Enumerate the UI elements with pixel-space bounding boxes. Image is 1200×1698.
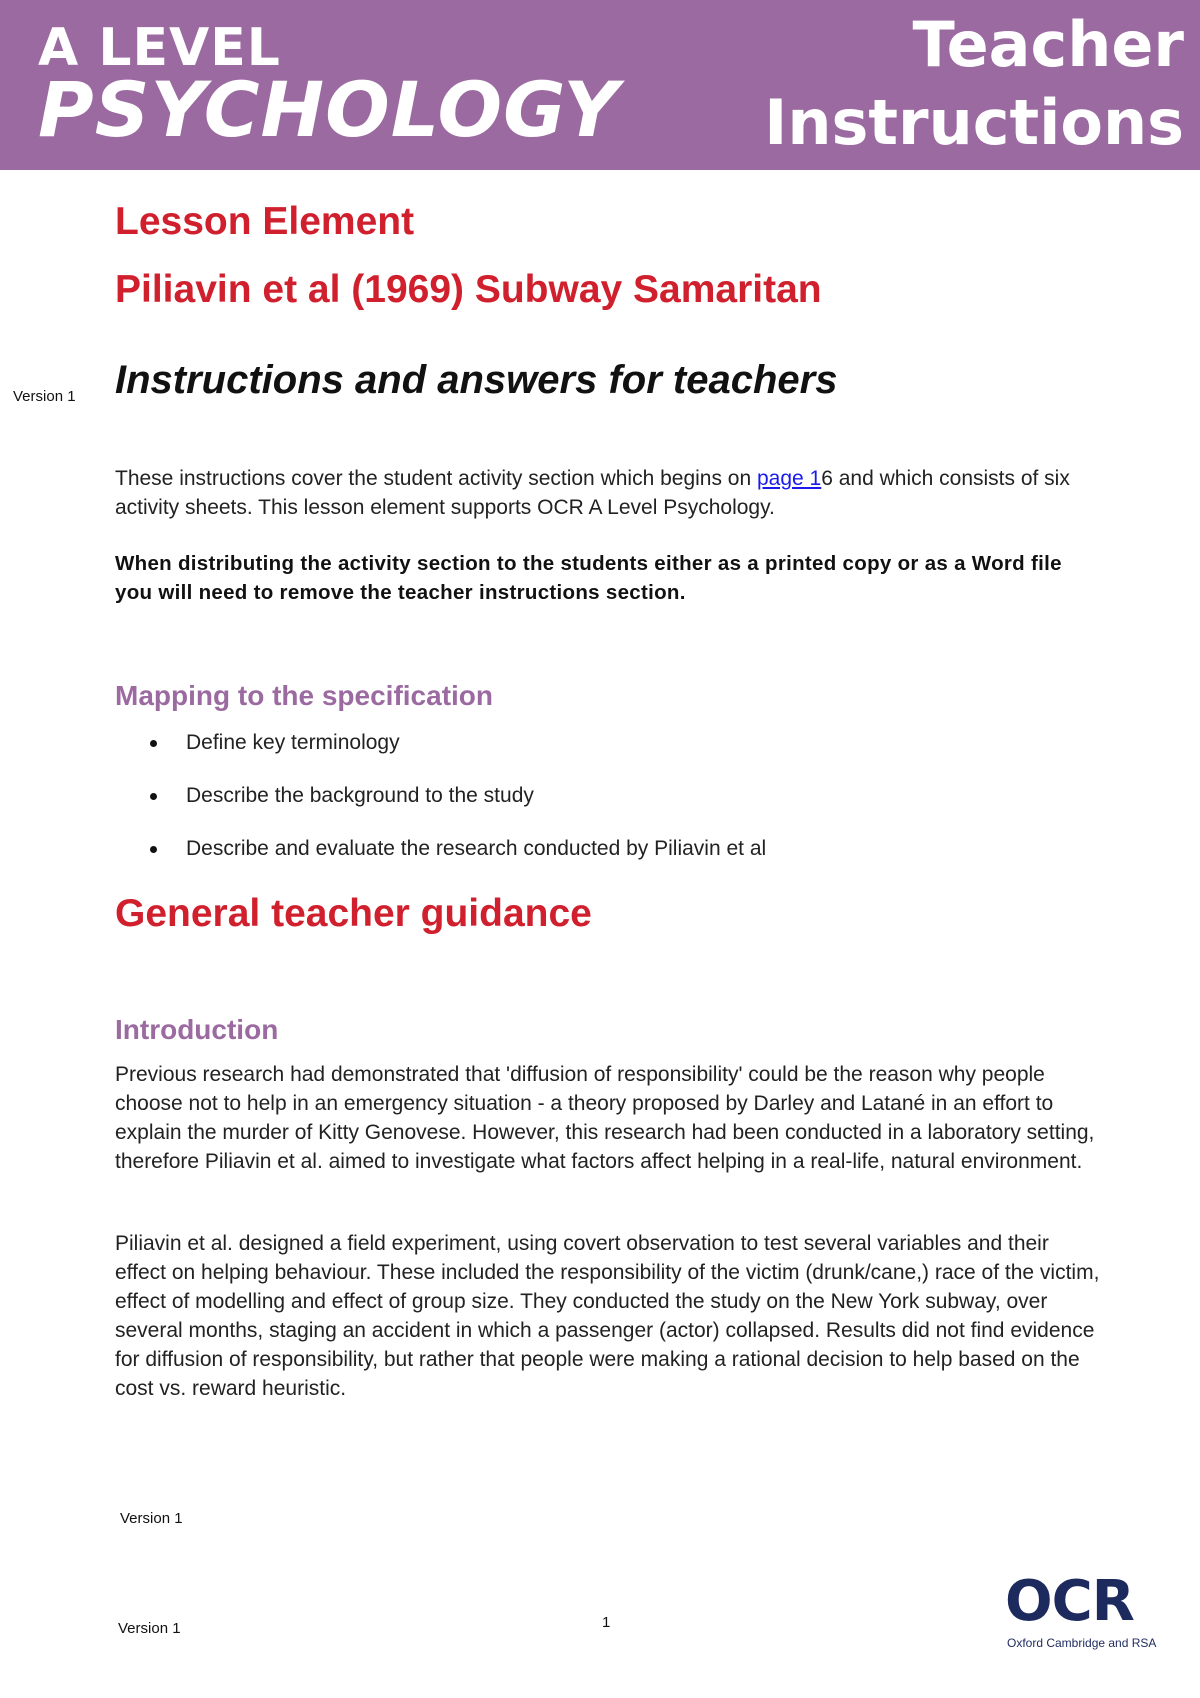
ocr-logo-subtitle: Oxford Cambridge and RSA xyxy=(1007,1636,1157,1650)
ocr-logo-word: OCR xyxy=(1005,1569,1134,1634)
page-link[interactable]: page 1 xyxy=(757,467,822,490)
mapping-list xyxy=(150,728,766,887)
study-title: Piliavin et al (1969) Subway Samaritan xyxy=(115,268,822,311)
header-banner xyxy=(0,0,1200,170)
list-item: Describe and evaluate the research conducted by Piliavin et al xyxy=(150,834,766,863)
subject-title: PSYCHOLOGY xyxy=(38,65,620,154)
ocr-logo xyxy=(1005,1569,1170,1654)
doc-type-line1: Teacher xyxy=(912,8,1184,81)
footer-version-lower: Version 1 xyxy=(118,1620,181,1637)
side-version-label: Version 1 xyxy=(13,388,76,405)
distribution-note: When distributing the activity section to the students either as a printed copy or as a Word file you will need to remove the teacher instructions section. xyxy=(115,552,1062,604)
introduction-paragraph-2: Piliavin et al. designed a field experiment, using covert observation to test several variables and their effect on helping behaviour. These included the responsibility of the victim (drunk/cane,) race of the victim, effect of modelling and effect of group size. They conducted the study on the New York subway, over several months, staging an accident in which a passenger (actor) collapsed. Results did not find evidence for diffusion of responsibility, but rather that people were making a rational decision to help based on the cost vs. reward heuristic. xyxy=(115,1232,1100,1400)
a-level-label: A LEVEL xyxy=(38,18,281,78)
intro-paragraph: These instructions cover the student activity section which begins on page 16 and which consists of six activity sheets. This lesson element supports OCR A Level Psychology. xyxy=(115,467,1070,519)
general-guidance-heading: General teacher guidance xyxy=(115,892,592,935)
page-number: 1 xyxy=(602,1614,611,1631)
list-item: Describe the background to the study xyxy=(150,781,766,810)
lesson-element-heading: Lesson Element xyxy=(115,200,415,243)
list-item: Define key terminology xyxy=(150,728,766,757)
doc-type-line2: Instructions xyxy=(764,86,1184,159)
bullet-icon xyxy=(150,793,157,800)
instructions-heading: Instructions and answers for teachers xyxy=(115,358,838,402)
introduction-paragraph-1: Previous research had demonstrated that 'diffusion of responsibility' could be the reason why people choose not to help in an emergency situation - a theory proposed by Darley and Latané in an effort to explain the murder of Kitty Genovese. However, this research had been conducted in a laboratory setting, therefore Piliavin et al. aimed to investigate what factors affect helping in a real-life, natural environment. xyxy=(115,1063,1095,1173)
introduction-heading: Introduction xyxy=(115,1014,279,1045)
mapping-heading: Mapping to the specification xyxy=(115,680,494,711)
bullet-icon xyxy=(150,846,157,853)
bullet-icon xyxy=(150,740,157,747)
footer-version-upper: Version 1 xyxy=(120,1510,183,1527)
